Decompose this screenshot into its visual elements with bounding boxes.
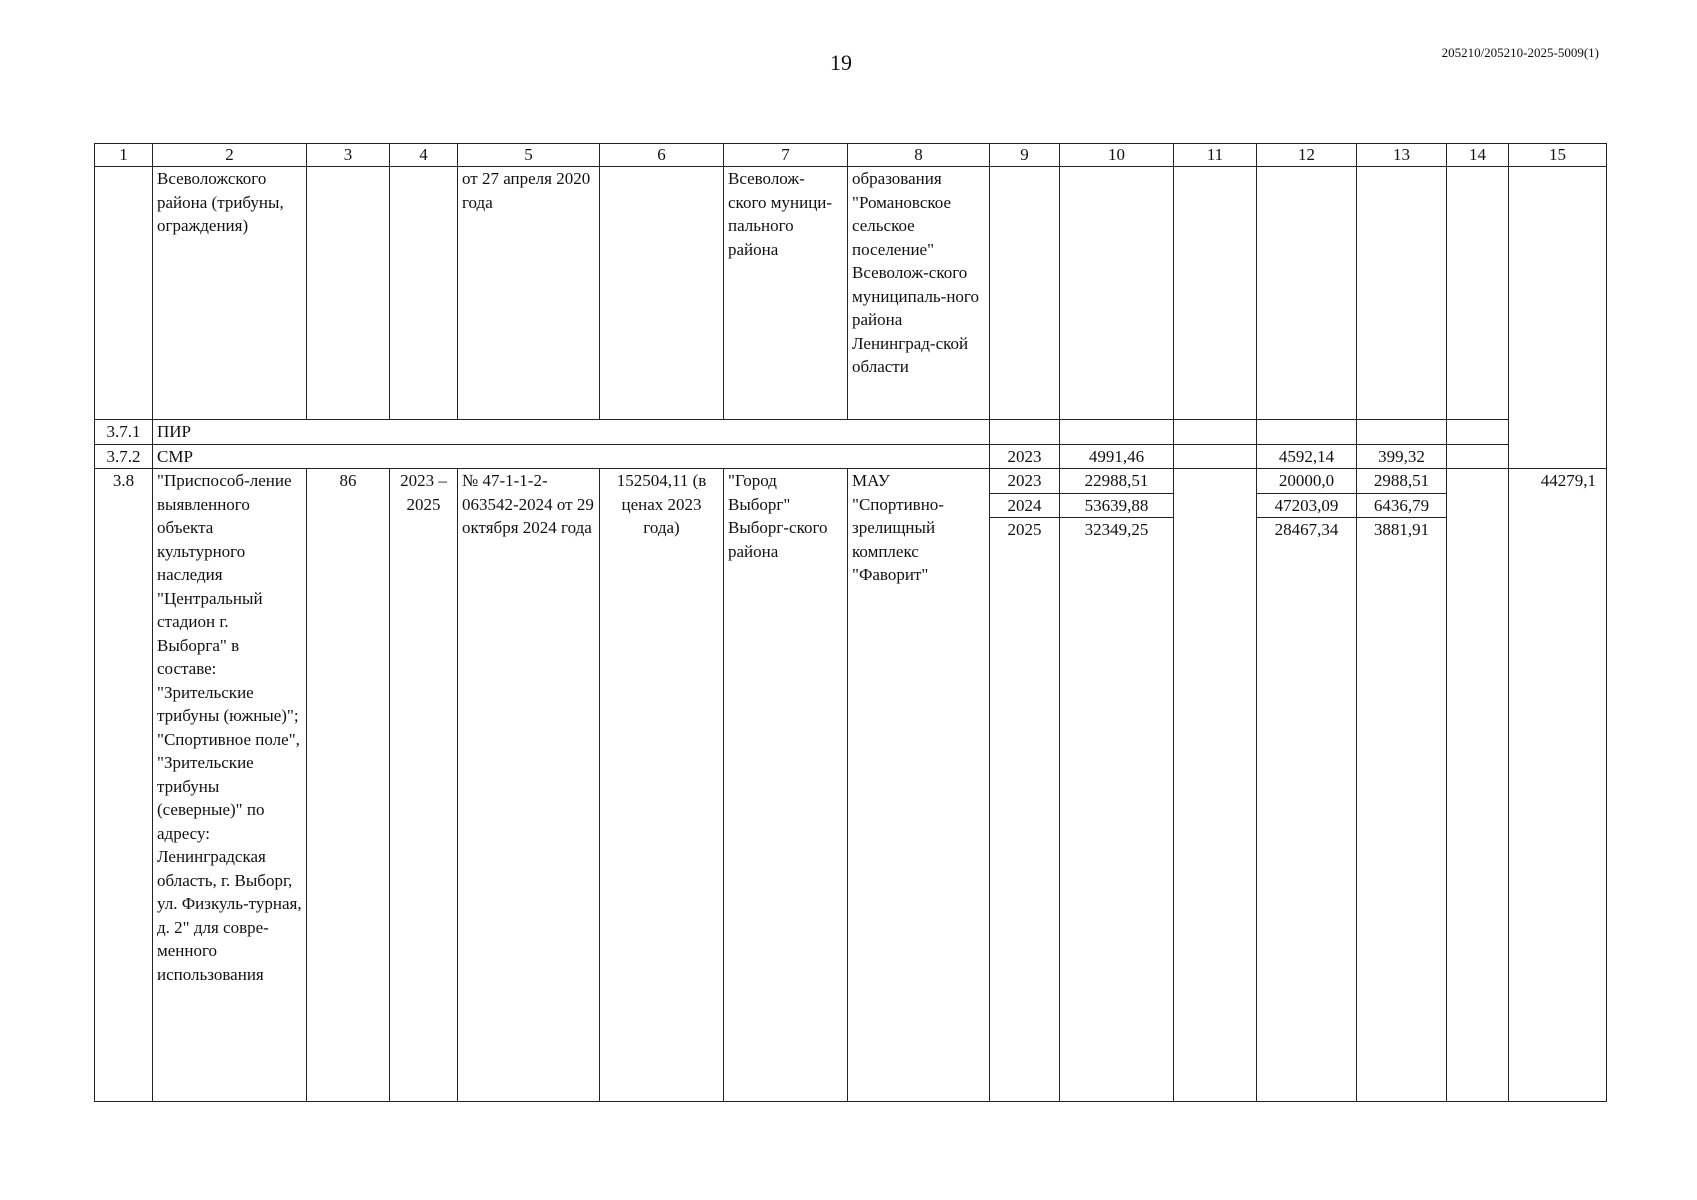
cell-c10 (1060, 420, 1174, 445)
cell-c4 (390, 167, 458, 420)
cell-regional-budget: 4592,14 (1257, 444, 1357, 469)
cell-c3 (307, 167, 390, 420)
column-header: 11 (1174, 144, 1257, 167)
cell-c13 (1357, 167, 1447, 420)
column-header: 5 (458, 144, 600, 167)
column-header: 4 (390, 144, 458, 167)
column-header: 15 (1509, 144, 1607, 167)
table-container (94, 143, 1607, 1102)
cell-local-budget: 2988,51 (1357, 469, 1447, 494)
column-header: 2 (153, 144, 307, 167)
column-header: 12 (1257, 144, 1357, 167)
cell-c13 (1357, 420, 1447, 445)
cell-estimated-cost: 152504,11 (в ценах 2023 года) (600, 469, 724, 1102)
cell-total: 32349,25 (1060, 518, 1174, 1102)
column-header: 13 (1357, 144, 1447, 167)
cell-customer: образования "Романовское сельское поселение" Всеволож-ского муниципаль-ного района Ленинград-ской области (848, 167, 990, 420)
table-row-3-8 (95, 469, 1607, 494)
cell-municipality: "Город Выборг" Выборг-ского района (724, 469, 848, 1102)
cell-total: 4991,46 (1060, 444, 1174, 469)
table-row-3-7-1 (95, 420, 1607, 445)
cell-c14 (1447, 469, 1509, 1102)
column-number-row (95, 144, 1607, 167)
column-header: 1 (95, 144, 153, 167)
cell-c14 (1447, 420, 1509, 445)
cell-expertise: № 47-1-1-2-063542-2024 от 29 октября 2024 года (458, 469, 600, 1102)
cell-total: 22988,51 (1060, 469, 1174, 494)
cell-stage-label: СМР (153, 444, 990, 469)
cell-remaining-cost: 44279,1 (1509, 469, 1607, 1102)
cell-year: 2023 (990, 469, 1060, 494)
cell-c11 (1174, 469, 1257, 1102)
column-header: 8 (848, 144, 990, 167)
cell-customer: МАУ "Спортивно-зрелищный комплекс "Фаворит" (848, 469, 990, 1102)
cell-local-budget: 399,32 (1357, 444, 1447, 469)
cell-regional-budget: 28467,34 (1257, 518, 1357, 1102)
table-row-continuation (95, 167, 1607, 420)
column-header: 3 (307, 144, 390, 167)
cell-expertise-date: от 27 апреля 2020 года (458, 167, 600, 420)
cell-period: 2023 – 2025 (390, 469, 458, 1102)
column-header: 9 (990, 144, 1060, 167)
cell-total: 53639,88 (1060, 493, 1174, 518)
column-header: 7 (724, 144, 848, 167)
cell-c12 (1257, 420, 1357, 445)
table-row-3-7-2 (95, 444, 1607, 469)
document-code: 205210/205210-2025-5009(1) (1441, 45, 1599, 60)
data-table (94, 143, 1607, 1102)
cell-stage-label: ПИР (153, 420, 990, 445)
cell-local-budget: 3881,91 (1357, 518, 1447, 1102)
cell-year: 2024 (990, 493, 1060, 518)
cell-c14 (1447, 444, 1509, 469)
column-header: 14 (1447, 144, 1509, 167)
cell-year: 2023 (990, 444, 1060, 469)
cell-c11 (1174, 420, 1257, 445)
cell-c9 (990, 420, 1060, 445)
cell-c10 (1060, 167, 1174, 420)
page-number: 19 (830, 50, 852, 75)
cell-c9 (990, 167, 1060, 420)
cell-row-number: 3.7.2 (95, 444, 153, 469)
cell-regional-budget: 20000,0 (1257, 469, 1357, 494)
column-header: 6 (600, 144, 724, 167)
cell-municipality: Всеволож-ского муници-пального района (724, 167, 848, 420)
cell-c1 (95, 167, 153, 420)
cell-regional-budget: 47203,09 (1257, 493, 1357, 518)
cell-c15 (1509, 167, 1607, 469)
cell-row-number: 3.8 (95, 469, 153, 1102)
cell-capacity: 86 (307, 469, 390, 1102)
cell-c6 (600, 167, 724, 420)
cell-row-number: 3.7.1 (95, 420, 153, 445)
cell-c14 (1447, 167, 1509, 420)
cell-c11 (1174, 167, 1257, 420)
cell-local-budget: 6436,79 (1357, 493, 1447, 518)
cell-object-name: "Приспособ-ление выявленного объекта культурного наследия "Центральный стадион г. Выборга" в составе: "Зрительские трибуны (южные)"; "Спортивное поле", "Зрительские трибуны (северные)" по адресу: Ленинградская область, г. Выборг, ул. Физкуль-турная, д. 2" для совре-менного использования (153, 469, 307, 1102)
cell-c12 (1257, 167, 1357, 420)
column-header: 10 (1060, 144, 1174, 167)
cell-c11 (1174, 444, 1257, 469)
cell-year: 2025 (990, 518, 1060, 1102)
cell-object-name: Всеволожского района (трибуны, ограждения) (153, 167, 307, 420)
